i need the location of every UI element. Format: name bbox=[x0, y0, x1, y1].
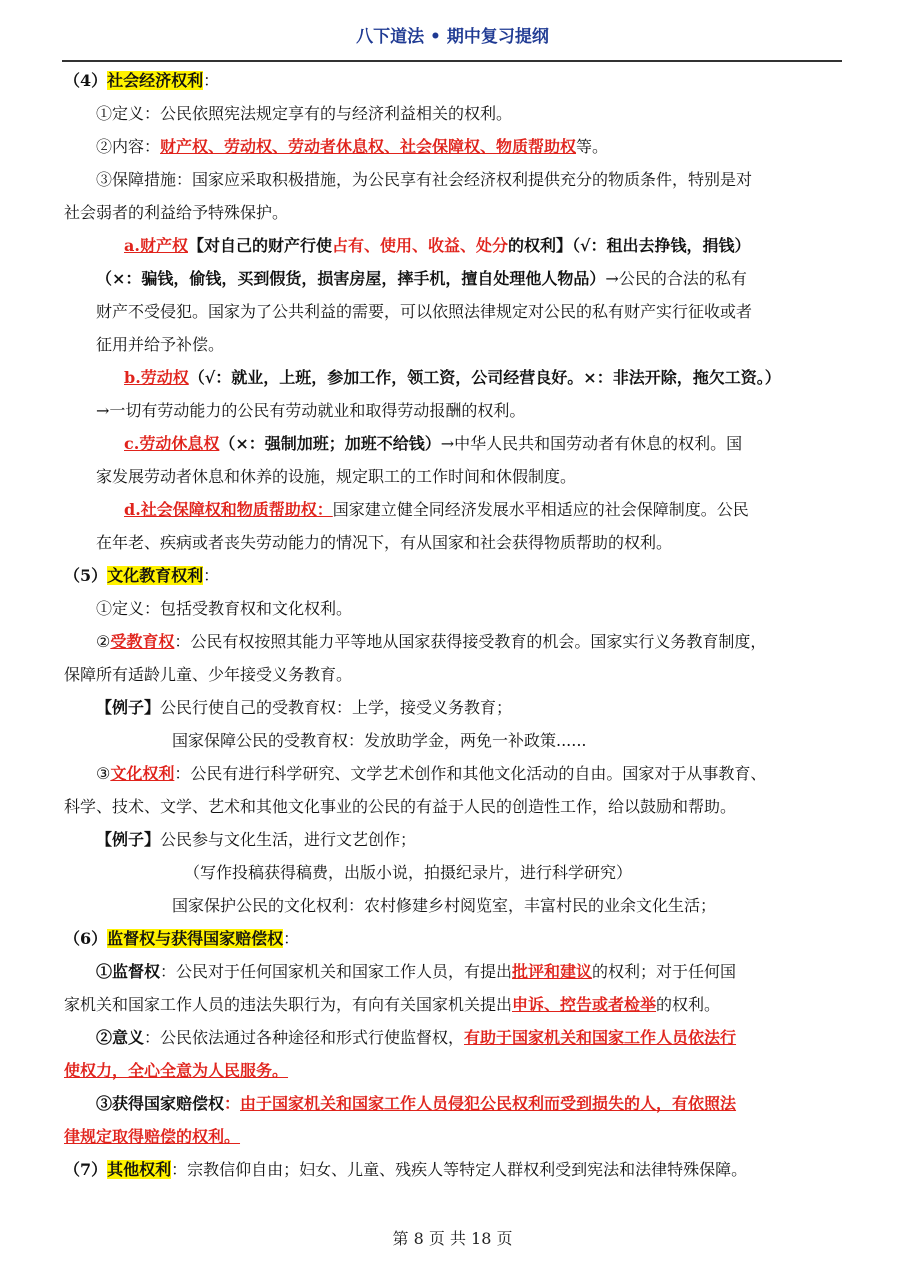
s4-b-line2: →一切有劳动能力的公民有劳动就业和取得劳动报酬的权利。 bbox=[96, 401, 526, 420]
s5-example2-line2: （写作投稿获得稿费，出版小说，拍摄纪录片，进行科学研究） bbox=[184, 863, 633, 882]
section-4-heading bbox=[64, 64, 840, 97]
s4-a-line2: （×：骗钱，偷钱，买到假货，损害房屋，摔手机，擅自处理他人物品）→公民的合法的私有 bbox=[96, 269, 747, 288]
section-number: （4） bbox=[64, 71, 108, 90]
s6-compensation-line2: 律规定取得赔偿的权利。 bbox=[64, 1127, 241, 1146]
s5-culture-line1: ③文化权利：公民有进行科学研究、文学艺术创作和其他文化活动的自由。国家对于从事教育、 bbox=[96, 764, 767, 783]
s5-example2-line3: 国家保护公民的文化权利：农村修建乡村阅览室，丰富村民的业余文化生活； bbox=[172, 896, 717, 915]
section-title: 其他权利 bbox=[107, 1160, 172, 1179]
s4-c-line1: c.劳动休息权（×：强制加班；加班不给钱）→中华人民共和国劳动者有休息的权利。国 bbox=[124, 434, 743, 453]
s4-content: ②内容：财产权、劳动权、劳动者休息权、社会保障权、物质帮助权等。 bbox=[96, 137, 609, 156]
page-header-title: 八下道法 • 期中复习提纲 bbox=[356, 27, 549, 47]
significance-label: ②意义 bbox=[96, 1028, 145, 1047]
s4-b-line1: b.劳动权（√：就业，上班，参加工作，领工资，公司经营良好。×：非法开除，拖欠工资。） bbox=[124, 368, 781, 387]
page-number-footer: 第 8 页 共 18 页 bbox=[392, 1229, 513, 1248]
s6-significance-line2: 使权力，全心全意为人民服务。 bbox=[64, 1061, 289, 1080]
section-number: （6） bbox=[64, 929, 108, 948]
section-title: 监督权与获得国家赔偿权 bbox=[107, 929, 284, 948]
social-security-label: d.社会保障权和物质帮助权： bbox=[124, 500, 333, 519]
s4-a-line4: 征用并给予补偿。 bbox=[96, 335, 225, 354]
s4-measure-line2: 社会弱者的利益给予特殊保护。 bbox=[64, 203, 289, 222]
s4-a-line1: a.财产权【对自己的财产行使占有、使用、收益、处分的权利】（√：租出去挣钱，捐钱） bbox=[124, 236, 751, 255]
s4-content-keywords: 财产权、劳动权、劳动者休息权、社会保障权、物质帮助权 bbox=[160, 137, 577, 156]
colon: ： bbox=[203, 71, 220, 90]
s5-example1-line2: 国家保障公民的受教育权：发放助学金，两免一补政策...... bbox=[172, 731, 587, 750]
page-content bbox=[64, 64, 840, 1186]
section-number: （7） bbox=[64, 1160, 108, 1179]
s4-c-line2: 家发展劳动者休息和休养的设施，规定职工的工作时间和休假制度。 bbox=[96, 467, 577, 486]
section-title: 文化教育权利 bbox=[107, 566, 204, 585]
property-right-label: a.财产权 bbox=[124, 236, 188, 255]
section-number: （5） bbox=[64, 566, 108, 585]
s5-example1-line1: 【例子】公民行使自己的受教育权：上学，接受义务教育； bbox=[96, 698, 513, 717]
s5-education-line1: ②受教育权：公民有权按照其能力平等地从国家获得接受教育的机会。国家实行义务教育制度， bbox=[96, 632, 767, 651]
cultural-right-label: 文化权利 bbox=[110, 764, 175, 783]
s6-compensation-line1: ③获得国家赔偿权：由于国家机关和国家工作人员侵犯公民权利而受到损失的人，有依照法 bbox=[96, 1094, 737, 1113]
section-7-line: （7）其他权利：宗教信仰自由；妇女、儿童、残疾人等特定人群权利受到宪法和法律特殊保障。 bbox=[64, 1160, 748, 1179]
compensation-label: ③获得国家赔偿权 bbox=[96, 1094, 225, 1113]
s6-significance-line1: ②意义：公民依法通过各种途径和形式行使监督权，有助于国家机关和国家工作人员依法行 bbox=[96, 1028, 737, 1047]
s4-measure-line1: ③保障措施：国家应采取积极措施，为公民享有社会经济权利提供充分的物质条件，特别是对 bbox=[96, 170, 753, 189]
s4-d-line2: 在年老、疾病或者丧失劳动能力的情况下，有从国家和社会获得物质帮助的权利。 bbox=[96, 533, 673, 552]
education-right-label: 受教育权 bbox=[110, 632, 175, 651]
s4-d-line1: d.社会保障权和物质帮助权：国家建立健全同经济发展水平相适应的社会保障制度。公民 bbox=[124, 500, 749, 519]
example-label: 【例子】 bbox=[96, 698, 161, 717]
rest-right-label: c.劳动休息权 bbox=[124, 434, 220, 453]
s4-a-line3: 财产不受侵犯。国家为了公共利益的需要，可以依照法律规定对公民的私有财产实行征收或者 bbox=[96, 302, 753, 321]
s4-definition: ①定义：公民依照宪法规定享有的与经济利益相关的权利。 bbox=[96, 104, 513, 123]
supervision-label: ①监督权 bbox=[96, 962, 161, 981]
s6-supervision-line2: 家机关和国家工作人员的违法失职行为，有向有关国家机关提出申诉、控告或者检举的权利。 bbox=[64, 995, 721, 1014]
s5-example2-line1: 【例子】公民参与文化生活，进行文艺创作； bbox=[96, 830, 417, 849]
s6-supervision-line1: ①监督权：公民对于任何国家机关和国家工作人员，有提出批评和建议的权利；对于任何国 bbox=[96, 962, 737, 981]
section-6-heading: （6）监督权与获得国家赔偿权： bbox=[64, 929, 300, 948]
section-title: 社会经济权利 bbox=[107, 71, 204, 90]
s5-education-line2: 保障所有适龄儿童、少年接受义务教育。 bbox=[64, 665, 353, 684]
section-5-heading: （5）文化教育权利： bbox=[64, 566, 220, 585]
s5-culture-line2: 科学、技术、文学、艺术和其他文化事业的公民的有益于人民的创造性工作，给以鼓励和帮助。 bbox=[64, 797, 737, 816]
labor-right-label: b.劳动权 bbox=[124, 368, 189, 387]
header-divider bbox=[62, 60, 842, 62]
example-label: 【例子】 bbox=[96, 830, 161, 849]
s5-definition: ①定义：包括受教育权和文化权利。 bbox=[96, 599, 353, 618]
